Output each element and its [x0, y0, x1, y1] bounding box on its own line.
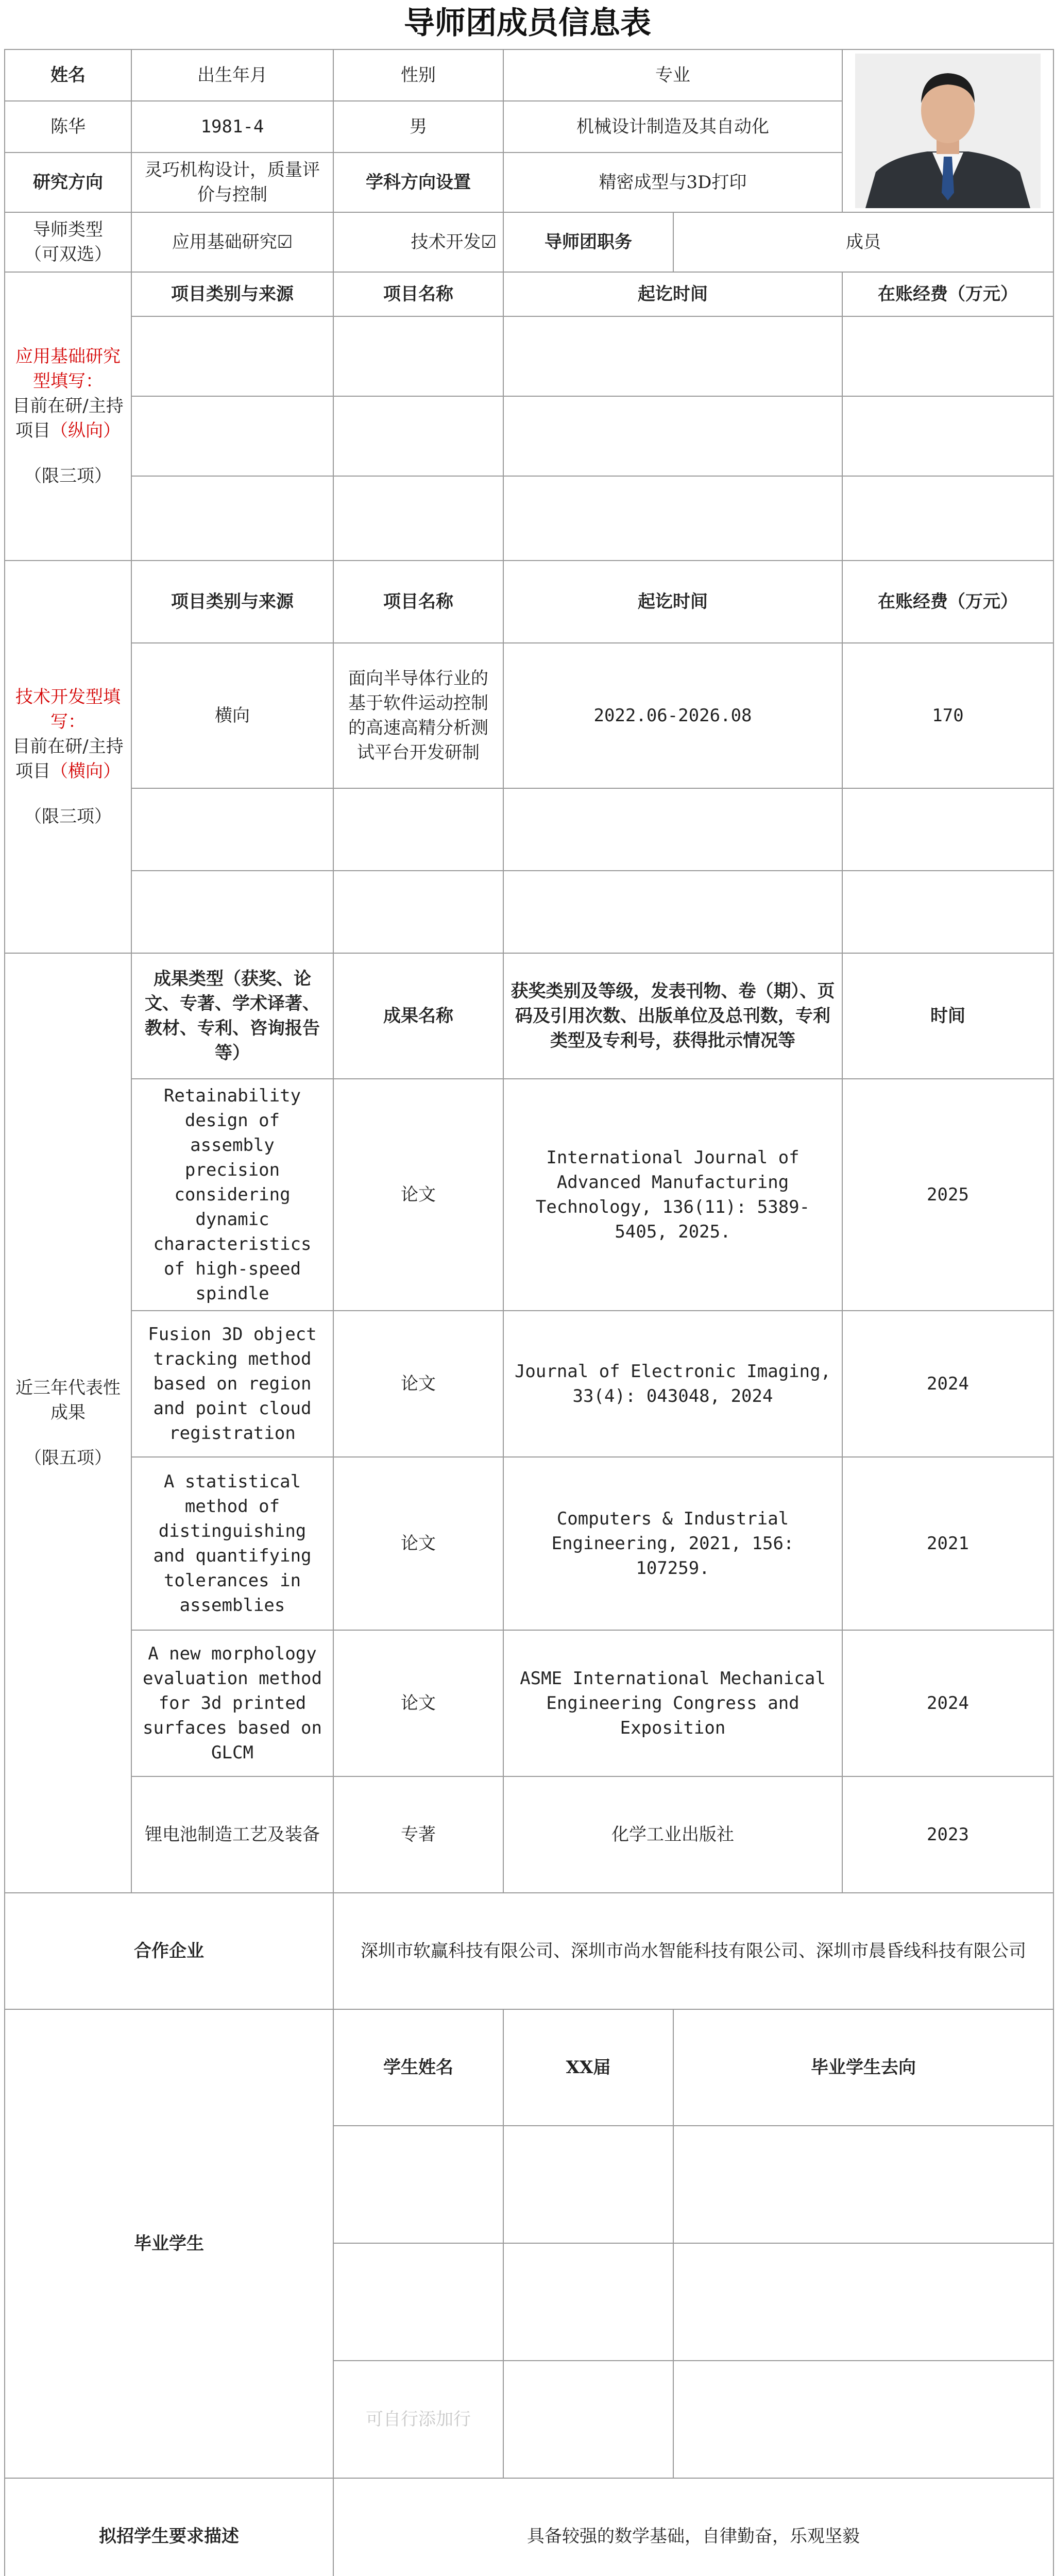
- table-row: [5, 1457, 1053, 1630]
- checkbox-checked-icon[interactable]: ☑: [277, 232, 293, 252]
- partners-label: 合作企业: [5, 1893, 333, 2009]
- graduate-row-cell[interactable]: [503, 2243, 673, 2361]
- achievements-header-time: 时间: [842, 953, 1053, 1079]
- achievement-time: 2021: [842, 1457, 1053, 1630]
- major-label: 专业: [503, 49, 842, 101]
- partners-value: 深圳市软赢科技有限公司、深圳市尚水智能科技有限公司、深圳市晨昏线科技有限公司: [333, 1893, 1053, 2009]
- tech-header-name: 项目名称: [333, 561, 503, 643]
- applied-row-cell[interactable]: [131, 476, 333, 561]
- mentor-type-label: 导师类型 （可双选）: [5, 212, 131, 272]
- table-row: [5, 1311, 1053, 1457]
- tech-row-cell[interactable]: [333, 871, 503, 953]
- position-label: 导师团职务: [503, 212, 673, 272]
- tech-row-cell[interactable]: [333, 788, 503, 871]
- name-label: 姓名: [5, 49, 131, 101]
- applied-header-source: 项目类别与来源: [131, 272, 333, 316]
- graduates-header-year: XX届: [503, 2009, 673, 2126]
- tech-row-cell[interactable]: [131, 788, 333, 871]
- achievement-type: A statistical method of distinguishing and quantifying tolerances in assemblies: [131, 1457, 333, 1630]
- tech-row-cell[interactable]: [131, 871, 333, 953]
- birth-label: 出生年月: [131, 49, 333, 101]
- tech-header-funds: 在账经费（万元）: [842, 561, 1053, 643]
- tech-row-cell[interactable]: [842, 871, 1053, 953]
- research-label: 研究方向: [5, 152, 131, 212]
- tech-header-source: 项目类别与来源: [131, 561, 333, 643]
- applied-row-cell[interactable]: [842, 476, 1053, 561]
- achievements-header-detail: 获奖类别及等级，发表刊物、卷（期）、页码及引用次数、出版单位及总刊数，专利类型及专利号，获得批示情况等: [503, 953, 842, 1079]
- achievement-type: A new morphology evaluation method for 3d printed surfaces based on GLCM: [131, 1630, 333, 1776]
- graduates-header-name: 学生姓名: [333, 2009, 503, 2126]
- achievement-detail: 化学工业出版社: [503, 1776, 842, 1893]
- page-title: 导师团成员信息表: [404, 5, 651, 41]
- graduate-row-cell[interactable]: [333, 2126, 503, 2243]
- applied-row-cell[interactable]: [131, 396, 333, 476]
- tech-row-cell[interactable]: [842, 788, 1053, 871]
- table-row: [5, 1630, 1053, 1776]
- graduate-row-cell[interactable]: [503, 2361, 673, 2478]
- applied-header-period: 起讫时间: [503, 272, 842, 316]
- table-row: [5, 1079, 1053, 1311]
- tech-project-funds: 170: [842, 643, 1053, 788]
- achievement-name: 论文: [333, 1079, 503, 1311]
- achievements-header-type: 成果类型（获奖、论文、专著、学术译著、教材、专利、咨询报告等）: [131, 953, 333, 1079]
- achievements-side-label: 近三年代表性成果 （限五项）: [5, 953, 131, 1893]
- type-option-applied[interactable]: 应用基础研究☑: [131, 212, 333, 272]
- applied-row-cell[interactable]: [333, 476, 503, 561]
- gender-label: 性别: [333, 49, 503, 101]
- applied-header-name: 项目名称: [333, 272, 503, 316]
- achievement-detail: ASME International Mechanical Engineering Congress and Exposition: [503, 1630, 842, 1776]
- applied-header-funds: 在账经费（万元）: [842, 272, 1053, 316]
- checkbox-checked-icon[interactable]: ☑: [481, 232, 497, 252]
- achievement-name: 论文: [333, 1311, 503, 1457]
- graduate-row-cell[interactable]: [333, 2243, 503, 2361]
- applied-side-label: 应用基础研究型填写： 目前在研/主持项目（纵向） （限三项）: [5, 272, 131, 561]
- applied-row-cell[interactable]: [503, 396, 842, 476]
- graduate-row-cell[interactable]: [503, 2126, 673, 2243]
- tech-project-source: 横向: [131, 643, 333, 788]
- name-value: 陈华: [5, 101, 131, 152]
- tech-row-cell[interactable]: [503, 788, 842, 871]
- achievement-name: 论文: [333, 1630, 503, 1776]
- achievement-detail: Computers & Industrial Engineering, 2021, 156: 107259.: [503, 1457, 842, 1630]
- photo-cell: [842, 49, 1053, 212]
- graduate-row-cell[interactable]: [673, 2361, 1053, 2478]
- graduate-row-cell[interactable]: [673, 2243, 1053, 2361]
- discipline-label: 学科方向设置: [333, 152, 503, 212]
- achievement-time: 2024: [842, 1630, 1053, 1776]
- achievement-detail: Journal of Electronic Imaging, 33(4): 043048, 2024: [503, 1311, 842, 1457]
- add-row-hint[interactable]: 可自行添加行: [333, 2361, 503, 2478]
- tech-project-period: 2022.06-2026.08: [503, 643, 842, 788]
- applied-row-cell[interactable]: [503, 476, 842, 561]
- applied-row-cell[interactable]: [842, 316, 1053, 396]
- major-value: 机械设计制造及其自动化: [503, 101, 842, 152]
- applied-row-cell[interactable]: [333, 396, 503, 476]
- achievement-name: 论文: [333, 1457, 503, 1630]
- achievement-detail: International Journal of Advanced Manufacturing Technology, 136(11): 5389-5405, 2025.: [503, 1079, 842, 1311]
- research-value: 灵巧机构设计，质量评价与控制: [131, 152, 333, 212]
- tech-project-name: 面向半导体行业的基于软件运动控制的高速高精分析测试平台开发研制: [333, 643, 503, 788]
- achievement-time: 2023: [842, 1776, 1053, 1893]
- achievement-type: 锂电池制造工艺及装备: [131, 1776, 333, 1893]
- achievements-header-name: 成果名称: [333, 953, 503, 1079]
- achievement-name: 专著: [333, 1776, 503, 1893]
- applied-row-cell[interactable]: [503, 316, 842, 396]
- table-row: [5, 643, 1053, 788]
- applied-row-cell[interactable]: [131, 316, 333, 396]
- info-table: [4, 49, 1054, 2576]
- achievement-type: Fusion 3D object tracking method based on region and point cloud registration: [131, 1311, 333, 1457]
- birth-value: 1981-4: [131, 101, 333, 152]
- discipline-value: 精密成型与3D打印: [503, 152, 842, 212]
- graduates-label: 毕业学生: [5, 2009, 333, 2478]
- achievement-type: Retainability design of assembly precision considering dynamic characteristics of high-speed spindle: [131, 1079, 333, 1311]
- graduate-row-cell[interactable]: [673, 2126, 1053, 2243]
- gender-value: 男: [333, 101, 503, 152]
- tech-row-cell[interactable]: [503, 871, 842, 953]
- tech-side-label: 技术开发型填写： 目前在研/主持项目（横向） （限三项）: [5, 561, 131, 953]
- type-option-tech[interactable]: 技术开发☑: [333, 212, 503, 272]
- achievement-time: 2024: [842, 1311, 1053, 1457]
- applied-row-cell[interactable]: [842, 396, 1053, 476]
- position-value: 成员: [673, 212, 1053, 272]
- member-photo: [855, 54, 1041, 208]
- applied-row-cell[interactable]: [333, 316, 503, 396]
- table-row: [5, 1776, 1053, 1893]
- requirements-label: 拟招学生要求描述: [5, 2478, 333, 2576]
- tech-header-period: 起讫时间: [503, 561, 842, 643]
- requirements-value: 具备较强的数学基础，自律勤奋，乐观坚毅: [333, 2478, 1053, 2576]
- graduates-header-destination: 毕业学生去向: [673, 2009, 1053, 2126]
- achievement-time: 2025: [842, 1079, 1053, 1311]
